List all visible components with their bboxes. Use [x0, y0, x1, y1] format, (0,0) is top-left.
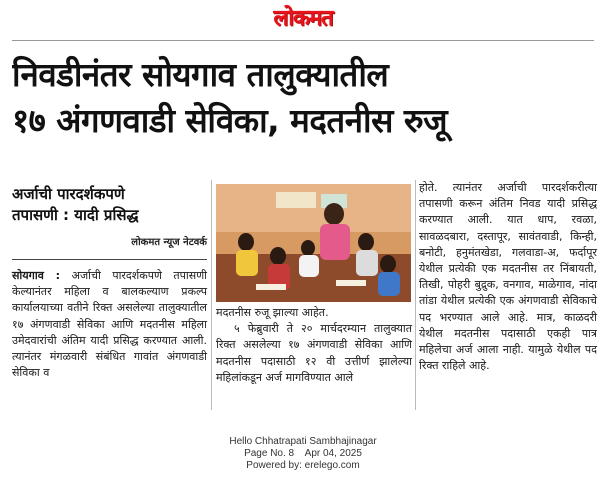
column-2-paragraph-1: मदतनीस रुजू झाल्या आहेत. — [216, 306, 329, 319]
byline: लोकमत न्यूज नेटवर्क — [131, 237, 207, 248]
footer-edition: Hello Chhatrapati Sambhajinagar — [229, 436, 377, 447]
anganwadi-classroom-photo — [216, 184, 411, 302]
dateline: सोयगाव : — [12, 269, 61, 282]
masthead — [0, 6, 606, 32]
footer-powered-by: Powered by: erelego.com — [246, 460, 360, 471]
headline-line-2: १७ अंगणवाडी सेविका, मदतनीस रुजू — [12, 101, 448, 140]
column-3-text: होते. त्यानंतर अर्जाची पारदर्शकरीत्या तपासणी करून अंतिम निवड यादी प्रसिद्ध करण्यात आली. यात धाप, रवळा, सावळदबारा, दस्तापूर, सावंतवाडी, किन्ही, बनोटी, हनुमंतखेडा, गलवाडा-अ, फर्दापूर येथील प्रत्येकी एक मदतनीस तर निंबायती, तिखी, पोहरी बुद्रुक, वनगाव, माळेगाव, नांदा तांडा येथील प्रत्येकी एक अंगणवाडी सेविकाचे पद भरण्यात आले आहे. मात्र, काळदरी येथील मदतनीस पदासाठी एकही पात्र महिलेचा अर्ज आला नाही. यामुळे येथील पद रिक्त राहिले आहे. — [419, 181, 597, 373]
article-column-1 — [12, 268, 207, 381]
article-column-3 — [419, 180, 597, 374]
subheading-line-1: अर्जाची पारदर्शकपणे — [12, 185, 125, 203]
page-footer — [0, 436, 606, 472]
article-subheading — [12, 184, 207, 226]
column-2-paragraph-2: ५ फेब्रुवारी ते २० मार्चदरम्यान तालुक्यात रिक्त असलेल्या १७ अंगणवाडी सेविका आणि मदतनीस पदासाठी १२ वी उत्तीर्ण झालेल्या महिलांकडून अर्ज मागविण्यात आले — [216, 322, 412, 384]
masthead-divider — [12, 40, 594, 41]
footer-page-date: Page No. 8 Apr 04, 2025 — [244, 448, 362, 459]
subheading-line-2: तपासणी : यादी प्रसिद्ध — [12, 206, 139, 224]
article-column-2 — [216, 305, 412, 386]
column-divider — [211, 180, 212, 410]
byline-divider — [12, 259, 207, 260]
article-photo — [216, 184, 411, 302]
column-1-text: अर्जाची पारदर्शकपणे तपासणी केल्यानंतर महिला व बालकल्याण प्रकल्प कार्यालयाच्या वतीने रिक्त असलेल्या तालुक्यातील १७ अंगणवाडी सेविका आणि मदतनीस महिला उमेदवारांची अंतिम यादी प्रसिद्ध करण्यात आली. त्यानंतर मंगळवारी संबंधित गावांत अंगणवाडी सेविका व — [12, 269, 207, 380]
article-headline — [12, 52, 598, 144]
headline-line-1: निवडीनंतर सोयगाव तालुक्यातील — [12, 55, 389, 94]
column-divider — [415, 180, 416, 410]
newspaper-logo: लोकमत — [273, 6, 333, 31]
